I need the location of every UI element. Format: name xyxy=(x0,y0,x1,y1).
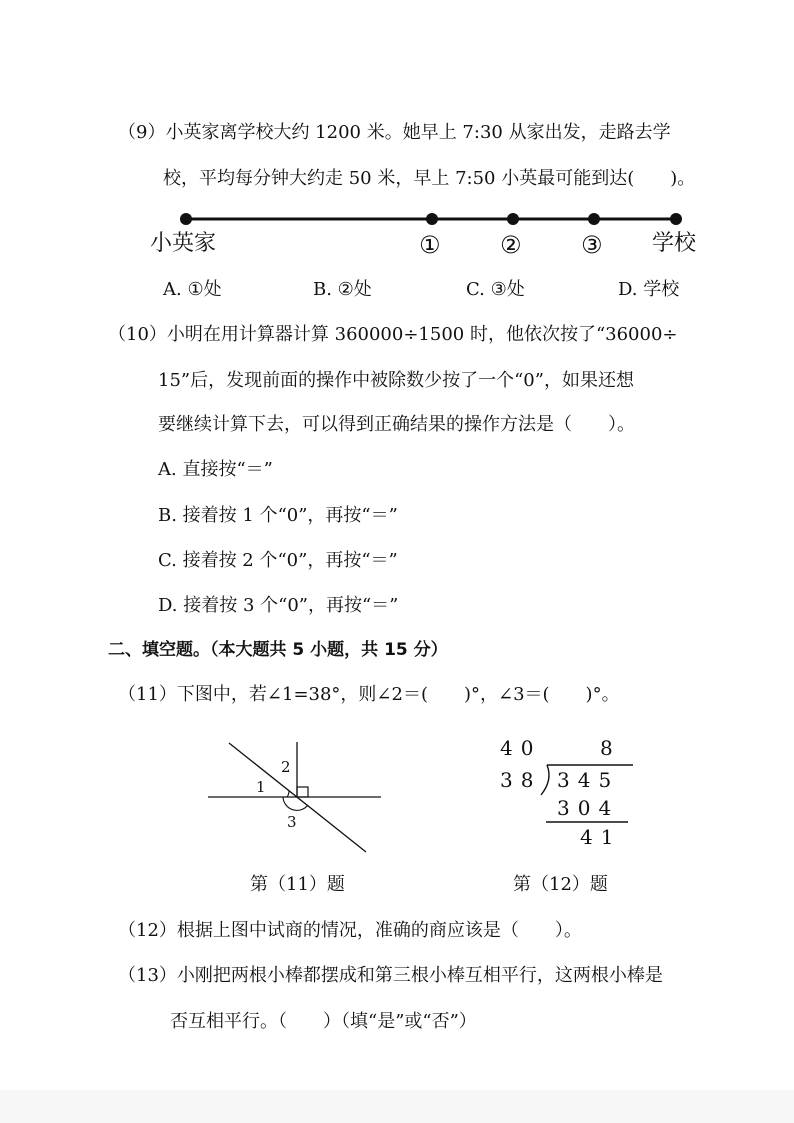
q9-option-a: A. ①处 xyxy=(163,279,222,300)
product: 304 xyxy=(557,796,620,820)
dividend: 345 xyxy=(557,768,620,792)
q10-option-a: A. 直接按“＝” xyxy=(158,459,273,480)
quotient: 8 xyxy=(600,736,613,760)
route-mark-1: ① xyxy=(419,231,441,259)
route-end-label: 学校 xyxy=(652,231,697,256)
q9-option-d: D. 学校 xyxy=(618,279,680,300)
q10-option-c: C. 接着按 2 个“0”，再按“＝” xyxy=(158,550,398,571)
q9-text-line2: 校，平均每分钟大约走 50 米，早上 7:50 小英最可能到达( )。 xyxy=(163,168,696,189)
trial-quotient: 40 xyxy=(500,736,542,760)
remainder: 41 xyxy=(580,825,622,849)
q10-text-line2: 15”后，发现前面的操作中被除数少按了一个“0”，如果还想 xyxy=(158,370,634,391)
division-hook xyxy=(541,765,549,795)
q9-option-c: C. ③处 xyxy=(466,279,525,300)
q9-text-line1: （9）小英家离学校大约 1200 米。她早上 7:30 从家出发，走路去学 xyxy=(118,122,671,143)
q13-text-line1: （13）小刚把两根小棒都摆成和第三根小棒互相平行，这两根小棒是 xyxy=(118,965,663,986)
route-start-label: 小英家 xyxy=(150,231,217,256)
angle-label-3: 3 xyxy=(287,813,297,831)
section-2-title: 二、填空题。（本大题共 5 小题，共 15 分） xyxy=(108,640,448,660)
q10-text-line1: （10）小明在用计算器计算 360000÷1500 时，他依次按了“36000÷ xyxy=(108,324,678,345)
q9-option-b: B. ②处 xyxy=(313,279,372,300)
q11-text: （11）下图中，若∠1=38°，则∠2＝( )°，∠3＝( )°。 xyxy=(118,684,620,705)
angle-label-2: 2 xyxy=(281,758,291,776)
angle-label-1: 1 xyxy=(256,778,266,796)
q12-caption: 第（12）题 xyxy=(513,874,608,895)
page-bottom-band xyxy=(0,1090,794,1123)
q13-text-line2: 否互相平行。（ ）（填“是”或“否”） xyxy=(170,1011,477,1032)
route-mark-3: ③ xyxy=(581,231,603,259)
q11-caption: 第（11）题 xyxy=(250,874,345,895)
q10-text-line3: 要继续计算下去，可以得到正确结果的操作方法是（ ）。 xyxy=(158,414,635,435)
q10-option-b: B. 接着按 1 个“0”，再按“＝” xyxy=(158,505,398,526)
q10-option-d: D. 接着按 3 个“0”，再按“＝” xyxy=(158,595,399,616)
divisor: 38 xyxy=(500,768,542,792)
route-mark-2: ② xyxy=(500,231,522,259)
q12-text: （12）根据上图中试商的情况，准确的商应该是（ ）。 xyxy=(118,920,582,941)
